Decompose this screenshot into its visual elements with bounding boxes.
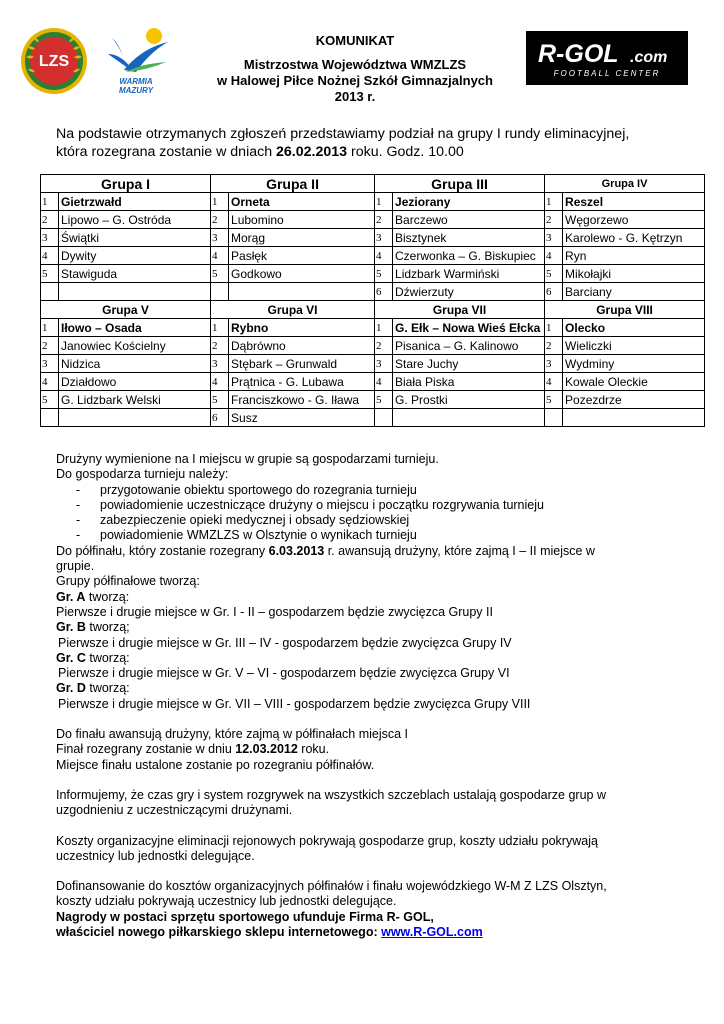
position-cell: 3	[545, 355, 563, 373]
group-a-tail: tworzą:	[85, 589, 130, 604]
rgol-suffix-text: .com	[630, 49, 668, 66]
position-cell: 2	[211, 337, 229, 355]
prize-line-1-text: Nagrody w postaci sprzętu sportowego ufunduje Firma R- GOL,	[56, 909, 434, 924]
position-cell: 1	[375, 193, 393, 211]
table-row	[41, 247, 705, 265]
table-row	[41, 211, 705, 229]
position-cell: 2	[211, 211, 229, 229]
team-cell: Lipowo – G. Ostróda	[59, 211, 211, 229]
position-cell: 3	[211, 229, 229, 247]
team-cell: G. Prostki	[393, 391, 545, 409]
cost-line-1: Koszty organizacyjne eliminacji rejonowych pokrywają gospodarze grup, koszty udziału pokrywają	[56, 833, 598, 848]
duty-item: - przygotowanie obiektu sportowego do rozegrania turnieju	[56, 483, 706, 498]
position-cell: 5	[41, 265, 59, 283]
group-d-text: Pierwsze i drugie miejsce w Gr. VII – VIII - gospodarzem będzie zwycięzca Grupy VIII	[58, 696, 531, 711]
team-cell: Susz	[229, 409, 375, 427]
position-cell	[41, 283, 59, 301]
team-cell: Godkowo	[229, 265, 375, 283]
host-duties-list	[56, 483, 706, 544]
group-b-tail: tworzą;	[85, 620, 130, 635]
group-header: Grupa VI	[211, 301, 375, 319]
lzs-logo	[20, 27, 88, 95]
position-cell: 6	[545, 283, 563, 301]
position-cell	[41, 409, 59, 427]
final-date: 12.03.2012	[235, 742, 298, 757]
group-c-label	[56, 651, 706, 666]
prize-line-1	[56, 910, 706, 925]
position-cell: 3	[375, 229, 393, 247]
intro-date: 26.02.2013	[276, 144, 348, 160]
semifinal-pre: Do półfinału, który zostanie rozegrany	[56, 543, 269, 558]
position-cell	[375, 409, 393, 427]
group-header: Grupa V	[41, 301, 211, 319]
team-cell: Działdowo	[59, 373, 211, 391]
group-header: Grupa II	[211, 175, 375, 193]
funding-line-1: Dofinansowanie do kosztów organizacyjnych półfinałów i finału wojewódzkiego W-M Z LZS Olsztyn,	[56, 879, 607, 894]
position-cell: 1	[211, 319, 229, 337]
position-cell: 2	[41, 211, 59, 229]
hosts-note: Drużyny wymienione na I miejscu w grupie są gospodarzami turnieju.	[56, 452, 439, 466]
position-cell: 4	[211, 247, 229, 265]
position-cell: 1	[41, 319, 59, 337]
rgol-website-link[interactable]: www.R-GOL.com	[381, 925, 483, 940]
header-line-1: Mistrzostwa Województwa WMZLZS	[243, 57, 467, 72]
semifinal-note-2: grupie.	[56, 559, 95, 574]
team-cell: Bisztynek	[393, 229, 545, 247]
position-cell: 5	[211, 391, 229, 409]
team-cell: Gietrzwałd	[59, 193, 211, 211]
table-row	[41, 391, 705, 409]
duty-item: - powiadomienie WMZLZS w Olsztynie o wynikach turnieju	[56, 528, 706, 543]
group-d-tail: tworzą:	[85, 681, 130, 696]
lzs-logo-text: LZS	[38, 53, 70, 70]
group-c-label-bold: Gr. C	[56, 650, 86, 665]
team-cell: G. Lidzbark Welski	[59, 391, 211, 409]
team-cell: Morąg	[229, 229, 375, 247]
position-cell: 1	[545, 193, 563, 211]
team-cell: Rybno	[229, 319, 375, 337]
table-row	[41, 409, 705, 427]
table-row	[41, 265, 705, 283]
info-line-2: uzgodnieniu z uczestniczącymi drużynami.	[56, 803, 293, 818]
final-note-1: Do finału awansują drużyny, które zajmą w półfinałach miejsca I	[56, 727, 409, 742]
group-header: Grupa I	[41, 175, 211, 193]
group-c-tail: tworzą:	[85, 650, 130, 665]
position-cell: 4	[375, 373, 393, 391]
groups-table	[40, 174, 705, 427]
group-d-label	[56, 681, 706, 696]
team-cell: Lubomino	[229, 211, 375, 229]
position-cell: 5	[211, 265, 229, 283]
team-cell: G. Ełk – Nowa Wieś Ełcka	[393, 319, 545, 337]
team-cell	[563, 409, 705, 427]
rgol-main-text: R-GOL	[538, 40, 619, 68]
warmia-mazury-logo	[104, 24, 172, 96]
document-header	[190, 33, 520, 105]
team-cell: Pisanica – G. Kalinowo	[393, 337, 545, 355]
position-cell: 2	[375, 337, 393, 355]
group-d-label-bold: Gr. D	[56, 681, 86, 696]
position-cell: 3	[375, 355, 393, 373]
team-cell: Pasłęk	[229, 247, 375, 265]
team-cell: Kowale Oleckie	[563, 373, 705, 391]
duty-item: - zabezpieczenie opieki medycznej i obsady sędziowskiej	[56, 513, 706, 528]
rgol-logo	[526, 31, 688, 85]
position-cell: 5	[41, 391, 59, 409]
table-row	[41, 229, 705, 247]
team-cell: Janowiec Kościelny	[59, 337, 211, 355]
group-header: Grupa IV	[545, 175, 705, 193]
semifinal-post: r. awansują drużyny, które zajmą I – II miejsce w	[324, 543, 595, 558]
team-cell: Mikołajki	[563, 265, 705, 283]
position-cell: 2	[41, 337, 59, 355]
team-cell	[229, 283, 375, 301]
team-cell: Nidzica	[59, 355, 211, 373]
mazury-text: MAZURY	[118, 86, 154, 95]
table-row	[41, 355, 705, 373]
position-cell: 3	[41, 229, 59, 247]
team-cell: Barczewo	[393, 211, 545, 229]
intro-line-2-post: roku. Godz. 10.00	[347, 144, 464, 160]
intro-paragraph	[56, 125, 696, 161]
team-cell: Reszel	[563, 193, 705, 211]
team-cell	[59, 283, 211, 301]
team-cell: Wydminy	[563, 355, 705, 373]
position-cell: 1	[375, 319, 393, 337]
team-cell: Biała Piska	[393, 373, 545, 391]
table-row	[41, 337, 705, 355]
warmia-text: WARMIA	[119, 77, 153, 86]
team-cell	[59, 409, 211, 427]
position-cell: 1	[545, 319, 563, 337]
team-cell: Wieliczki	[563, 337, 705, 355]
header-line-2: w Halowej Piłce Nożnej Szkół Gimnazjalnych	[217, 73, 493, 88]
body-text	[56, 452, 706, 940]
team-cell: Pozezdrze	[563, 391, 705, 409]
position-cell: 4	[211, 373, 229, 391]
team-cell: Ryn	[563, 247, 705, 265]
team-cell: Barciany	[563, 283, 705, 301]
duty-item: - powiadomienie uczestniczące drużyny o miejscu i początku rozgrywania turnieju	[56, 498, 706, 513]
group-header: Grupa VII	[375, 301, 545, 319]
intro-line-1: Na podstawie otrzymanych zgłoszeń przedstawiamy podział na grupy I rundy eliminacyjnej,	[56, 126, 630, 142]
position-cell: 1	[41, 193, 59, 211]
team-cell: Dąbrówno	[229, 337, 375, 355]
semifinal-groups-heading: Grupy półfinałowe tworzą:	[56, 574, 200, 589]
team-cell: Lidzbark Warmiński	[393, 265, 545, 283]
team-cell	[393, 409, 545, 427]
position-cell: 4	[41, 373, 59, 391]
header-line-3: 2013 r.	[334, 89, 376, 104]
group-a-label-bold: Gr. A	[56, 589, 86, 604]
rgol-sub-text: FOOTBALL CENTER	[553, 69, 661, 78]
position-cell: 5	[375, 391, 393, 409]
position-cell: 5	[545, 265, 563, 283]
host-duties-heading: Do gospodarza turnieju należy:	[56, 467, 229, 482]
position-cell: 5	[545, 391, 563, 409]
info-line-1: Informujemy, że czas gry i system rozgrywek na wszystkich szczeblach ustalają gospodarze grup w	[56, 787, 606, 802]
semifinal-note	[56, 544, 706, 559]
team-cell: Iłowo – Osada	[59, 319, 211, 337]
position-cell: 5	[375, 265, 393, 283]
team-cell: Jeziorany	[393, 193, 545, 211]
position-cell: 2	[375, 211, 393, 229]
position-cell: 6	[375, 283, 393, 301]
position-cell: 3	[41, 355, 59, 373]
table-row	[41, 283, 705, 301]
position-cell	[545, 409, 563, 427]
team-cell: Węgorzewo	[563, 211, 705, 229]
team-cell: Karolewo - G. Kętrzyn	[563, 229, 705, 247]
final-post: roku.	[297, 742, 330, 757]
team-cell: Czerwonka – G. Biskupiec	[393, 247, 545, 265]
final-note-3: Miejsce finału ustalone zostanie po rozegraniu półfinałów.	[56, 757, 375, 772]
group-c-text: Pierwsze i drugie miejsce w Gr. V – VI - gospodarzem będzie zwycięzca Grupy VI	[58, 666, 510, 681]
cost-line-2: uczestnicy lub jednostki delegujące.	[56, 848, 255, 863]
group-header: Grupa III	[375, 175, 545, 193]
team-cell: Stębark – Grunwald	[229, 355, 375, 373]
intro-line-2-pre: która rozegrana zostanie w dniach	[56, 144, 277, 160]
group-header-row	[41, 301, 705, 319]
position-cell: 4	[41, 247, 59, 265]
team-cell: Olecko	[563, 319, 705, 337]
team-cell: Świątki	[59, 229, 211, 247]
position-cell: 3	[545, 229, 563, 247]
team-cell: Orneta	[229, 193, 375, 211]
group-header-row	[41, 175, 705, 193]
prize-line-2-text: właściciel nowego piłkarskiego sklepu internetowego:	[56, 925, 382, 940]
table-row	[41, 193, 705, 211]
team-cell: Dywity	[59, 247, 211, 265]
semifinal-date: 6.03.2013	[268, 543, 325, 558]
position-cell: 3	[211, 355, 229, 373]
position-cell: 1	[211, 193, 229, 211]
funding-line-2: koszty udziału pokrywają uczestnicy lub jednostki delegujące.	[56, 894, 397, 909]
final-note-2	[56, 742, 706, 757]
final-pre: Finał rozegrany zostanie w dniu	[56, 742, 236, 757]
komunikat-title: KOMUNIKAT	[315, 33, 395, 48]
position-cell: 4	[545, 373, 563, 391]
team-cell: Dźwierzuty	[393, 283, 545, 301]
group-b-label	[56, 620, 706, 635]
position-cell	[211, 283, 229, 301]
group-b-label-bold: Gr. B	[56, 620, 86, 635]
group-b-text: Pierwsze i drugie miejsce w Gr. III – IV - gospodarzem będzie zwycięzca Grupy IV	[58, 635, 512, 650]
position-cell: 6	[211, 409, 229, 427]
position-cell: 4	[375, 247, 393, 265]
team-cell: Stare Juchy	[393, 355, 545, 373]
prize-line-2	[56, 925, 706, 940]
position-cell: 4	[545, 247, 563, 265]
team-cell: Stawiguda	[59, 265, 211, 283]
team-cell: Franciszkowo - G. Iława	[229, 391, 375, 409]
group-header: Grupa VIII	[545, 301, 705, 319]
team-cell: Prątnica - G. Lubawa	[229, 373, 375, 391]
group-a-text: Pierwsze i drugie miejsce w Gr. I - II – gospodarzem będzie zwycięzca Grupy II	[56, 604, 493, 619]
position-cell: 2	[545, 337, 563, 355]
group-a-label	[56, 590, 706, 605]
position-cell: 2	[545, 211, 563, 229]
table-row	[41, 373, 705, 391]
table-row	[41, 319, 705, 337]
